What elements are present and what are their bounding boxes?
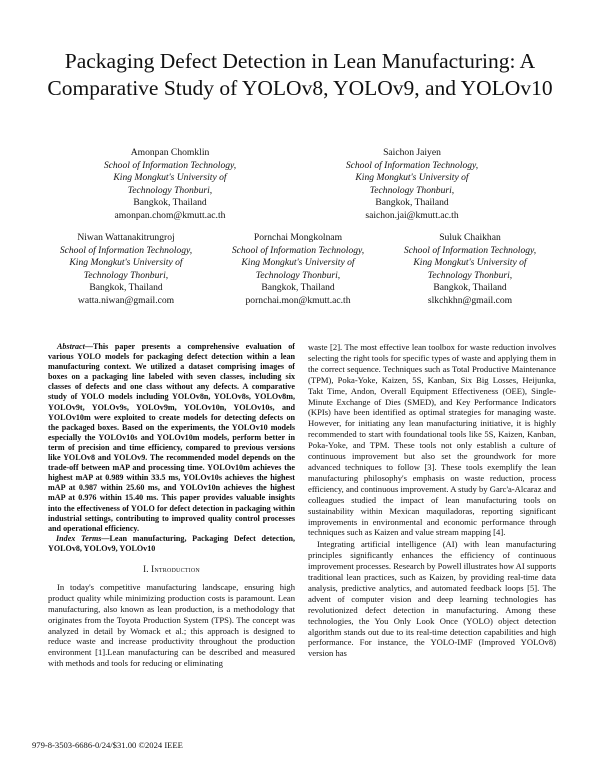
- body-paragraph: Integrating artificial intelligence (AI) with lean manufacturing principles significantly enhances the efficiency of continuous improvement processes. Research by Powell illustrates how AI supports traditional lean practices, such as Kaizen, by providing real-time data analysis, predictive analytics, and automated feedback loops [5]. The advent of computer vision and deep learning technologies has revolutionized defect detection in manufacturing. Among these technologies, the You Only Look Once (YOLO) object detection algorithm stands out due to its real-time detection capabilities and high performance. For instance, the YOLO-IMF (Improved YOLOv8) version has: [308, 539, 556, 659]
- right-column: [308, 342, 556, 659]
- author-name: Saichon Jaiyen: [383, 147, 441, 158]
- author-name: Niwan Wattanakitrungroj: [77, 232, 175, 243]
- author-affiliation: Technology Thonburi,: [127, 184, 213, 196]
- author-block: [384, 232, 556, 308]
- author-email: slkchkhn@gmail.com: [427, 294, 513, 306]
- author-email: pornchai.mon@kmutt.ac.th: [245, 294, 351, 306]
- author-affiliation: School of Information Technology,: [403, 244, 537, 256]
- author-block: [212, 232, 384, 308]
- author-email: watta.niwan@gmail.com: [77, 294, 175, 306]
- abstract-text: —This paper presents a comprehensive evaluation of various YOLO models for packaging defect detection within a lean manufacturing context. We utilized a dataset comprising images of boxes on a packaging line labeled with seven classes, including six classes of defects and one class without any defects. A comparative study of YOLO models including YOLOv8n, YOLOv8s, YOLOv8m, YOLOv9t, YOLOv9s, YOLOv9m, YOLOv10n, YOLOv10s, and YOLOv10m were exploited to create models for detecting defects on the packaged boxes. Based on the experiments, the YOLOv10 models especially the YOLOv10s and YOLOv10m models, perform better in term of precision and time efficiency, compared to previous versions like YOLOv8 and YOLOv9. The recommended model depends on the trade-off between mAP and processing time. YOLOv10m achieves the highest mAP at 0.989 within 33.5 ms, YOLOv10s achieves the highest mAP at 0.987 within 25.60 ms, and YOLOv10n achieves the highest mAP at 0.976 within 15.40 ms. This paper provides valuable insights into the effectiveness of YOLO for defect detection in packaging within industrial settings, contributing to improved quality control processes and operational efficiency.: [48, 342, 295, 533]
- abstract: [48, 342, 295, 534]
- author-affiliation: King Mongkut's University of: [413, 257, 527, 269]
- author-affiliation: School of Information Technology,: [103, 159, 237, 171]
- author-affiliation: King Mongkut's University of: [69, 257, 183, 269]
- author-affiliation: Technology Thonburi,: [83, 269, 169, 281]
- author-affiliation: School of Information Technology,: [231, 244, 365, 256]
- author-block: [322, 147, 502, 223]
- author-city: Bangkok, Thailand: [433, 282, 507, 294]
- author-affiliation: School of Information Technology,: [59, 244, 193, 256]
- author-email: saichon.jai@kmutt.ac.th: [365, 209, 459, 221]
- author-affiliation: Technology Thonburi,: [369, 184, 455, 196]
- author-city: Bangkok, Thailand: [133, 197, 207, 209]
- author-email: amonpan.chom@kmutt.ac.th: [114, 209, 226, 221]
- abstract-label: Abstract: [57, 342, 85, 351]
- author-block: [80, 147, 260, 223]
- paper-title: Packaging Defect Detection in Lean Manufacturing: A Comparative Study of YOLOv8, YOLOv9, and YOLOv10: [47, 49, 553, 100]
- author-name: Pornchai Mongkolnam: [253, 232, 343, 243]
- author-affiliation: King Mongkut's University of: [355, 172, 469, 184]
- copyright-footer: 979-8-3503-6686-0/24/$31.00 ©2024 IEEE: [32, 740, 183, 750]
- body-paragraph: In today's competitive manufacturing landscape, ensuring high product quality while minimizing production costs is paramount. Lean manufacturing, also known as lean production, is a methodology that originates from the Toyota Production System (TPS). The concept was analyzed in detail by Womack et al.; this approach is designed to reduce waste and increase productivity throughout the production environment [1].Lean manufacturing can be described and measured with methods and tools for reducing or eliminating: [48, 581, 295, 669]
- author-name: Amonpan Chomklin: [130, 147, 210, 158]
- section-heading: I. Introduction: [143, 563, 200, 574]
- author-affiliation: School of Information Technology,: [345, 159, 479, 171]
- author-affiliation: Technology Thonburi,: [427, 269, 513, 281]
- author-affiliation: Technology Thonburi,: [255, 269, 341, 281]
- author-city: Bangkok, Thailand: [261, 282, 335, 294]
- left-column: [48, 342, 295, 669]
- body-paragraph: waste [2]. The most effective lean toolbox for waste reduction involves selecting the right tools for specific types of waste and applying them in the correct sequence. Techniques such as Total Productive Maintenance (TPM), Poka-Yoke, Kaizen, 5S, Kanban, Six Big Losses, Heijunka, Takt Time, Andon, Overall Equipment Effectiveness (OEE), Single-Minute Exchange of Dies (SMED), and Key Performance Indicators (KPIs) have been identified as optimal strategies for managing waste. However, for initiating any lean manufacturing initiative, it is highly recommended to start with foundational tools like 5S, Kaizen, Kanban, Poka-Yoke, and TPM. These tools not only establish a culture of continuous improvement but also set the groundwork for more advanced techniques to follow [3]. These tools exemplify the lean manufacturing philosophy's emphasis on waste reduction, process efficiency, and continuous improvement. A study by Garc'a-Alcaraz and colleagues studied the impact of lean manufacturing tools on sustainability within Mexican maquiladoras, reporting significant improvements in environmental and economic performance through techniques such as Kaizen and value stream mapping [4].: [308, 342, 556, 538]
- index-terms: [48, 534, 295, 554]
- author-city: Bangkok, Thailand: [89, 282, 163, 294]
- author-affiliation: King Mongkut's University of: [241, 257, 355, 269]
- author-city: Bangkok, Thailand: [375, 197, 449, 209]
- author-block: [40, 232, 212, 308]
- index-terms-text: —Lean manufacturing, Packaging Defect detection, YOLOv8, YOLOv9, YOLOv10: [48, 533, 295, 553]
- author-affiliation: King Mongkut's University of: [113, 172, 227, 184]
- author-name: Suluk Chaikhan: [439, 232, 501, 243]
- index-terms-label: Index Terms: [56, 533, 102, 543]
